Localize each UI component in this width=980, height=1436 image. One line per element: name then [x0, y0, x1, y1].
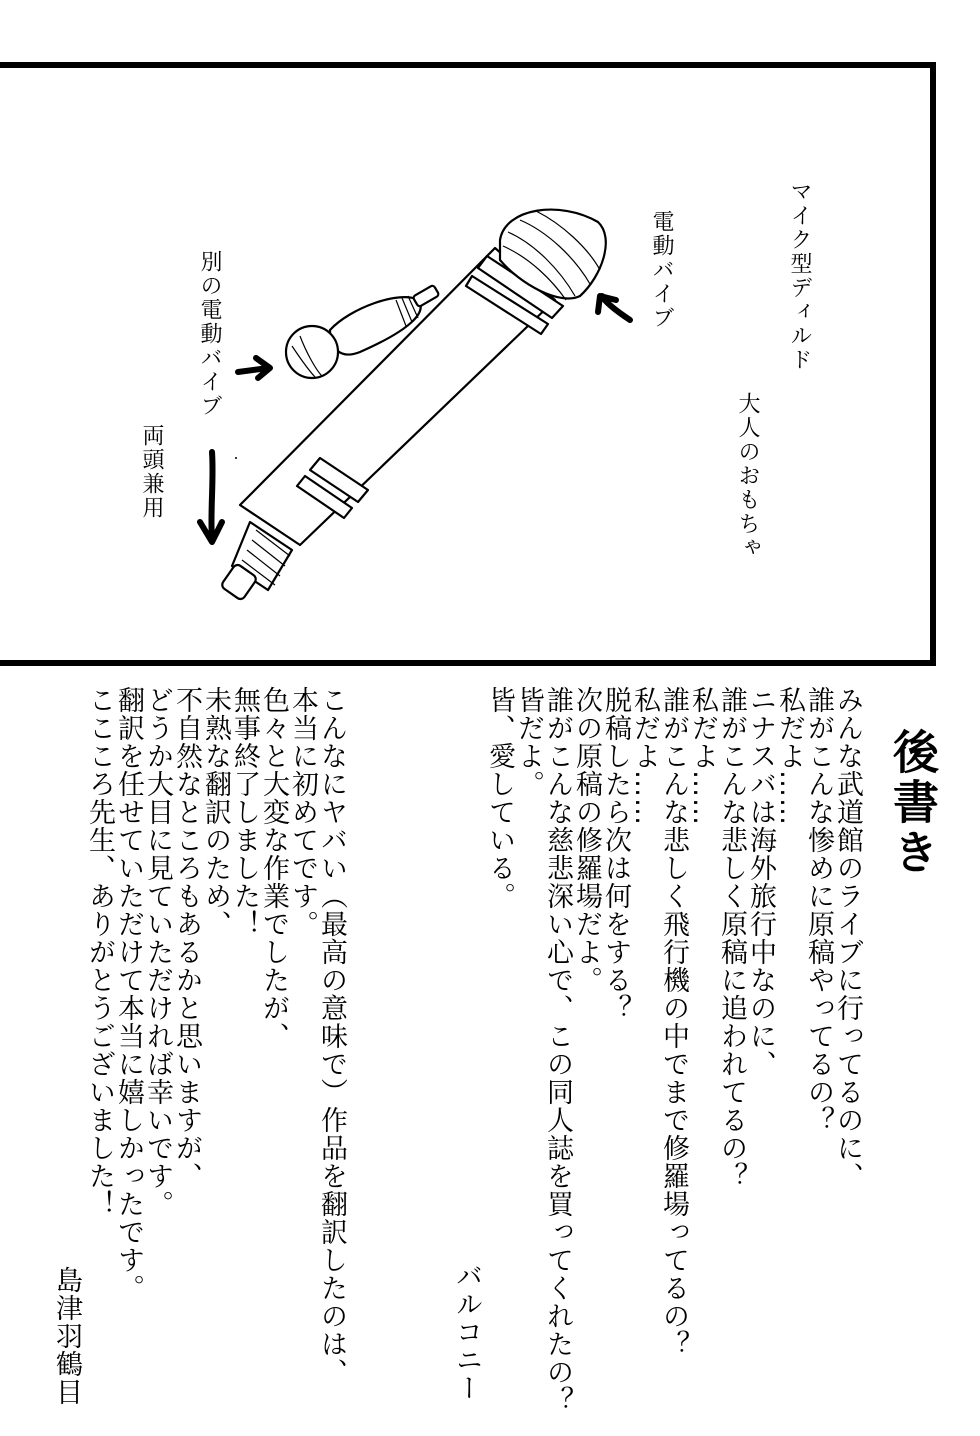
afterword-paragraph-2: [84, 686, 346, 1406]
text-line: 皆だよ。: [513, 686, 544, 798]
afterword-title: 後書き: [886, 728, 940, 878]
text-line: 色々と大変な作業でしたが、: [258, 686, 289, 1050]
text-line: 私だよ……: [687, 686, 718, 826]
text-line: 誰がこんな慈悲深い心で、この同人誌を買ってくれたの？: [542, 686, 573, 1414]
text-line: 私だよ……: [774, 686, 805, 826]
text-line: 私だよ……: [629, 686, 660, 826]
label-vibe: 電動バイブ: [649, 210, 674, 330]
text-line: 脱稿したら次は何をする？: [600, 686, 631, 1022]
arrow-down-icon: [200, 452, 222, 542]
label-double-use: 両頭兼用: [139, 424, 164, 520]
text-line: ここころ先生、ありがとうございました！: [84, 686, 115, 1218]
label-adult-toy: 大人のおもちゃ: [735, 392, 760, 560]
signature-translator: 島津羽鶴目: [51, 1266, 82, 1406]
text-line: 翻訳を任せていただけて本当に嬉しかったです。: [113, 686, 144, 1302]
mic-body-shape: [240, 248, 555, 545]
signature-balcony: バルコニー: [451, 1262, 482, 1402]
text-line: みんな武道館のライブに行ってるのに、: [832, 686, 863, 1190]
label-mic-dildo: マイク型ディルド: [787, 180, 812, 372]
text-line: 本当に初めてです。: [287, 686, 318, 938]
text-line: こんなにヤバい（最高の意味で）作品を翻訳したのは、: [316, 686, 347, 1386]
text-line: 次の原稿の修羅場だよ。: [571, 686, 602, 994]
text-line: 誰がこんな悲しく飛行機の中でまで修羅場ってるの？: [658, 686, 689, 1358]
afterword-paragraph-1: [474, 686, 863, 1414]
text-line: ニナスバは海外旅行中なのに、: [745, 686, 776, 1078]
text-line: 未熟な翻訳のため、: [200, 686, 231, 938]
text-line: どうか大目に見ていただければ幸いです。: [142, 686, 173, 1218]
text-line: 皆、愛している。: [484, 686, 515, 910]
text-line: 誰がこんな悲しく原稿に追われてるの？: [716, 686, 747, 1190]
label-other-vibe: 別の電動バイブ: [197, 250, 222, 418]
arrow-right-icon: [238, 358, 270, 378]
text-line: 誰がこんな惨めに原稿やってるの？: [803, 686, 834, 1134]
text-line: 無事終了しました！: [229, 686, 260, 938]
arrow-curve-icon: [598, 296, 630, 320]
text-line: 不自然なところもあるかと思いますが、: [171, 686, 202, 1190]
